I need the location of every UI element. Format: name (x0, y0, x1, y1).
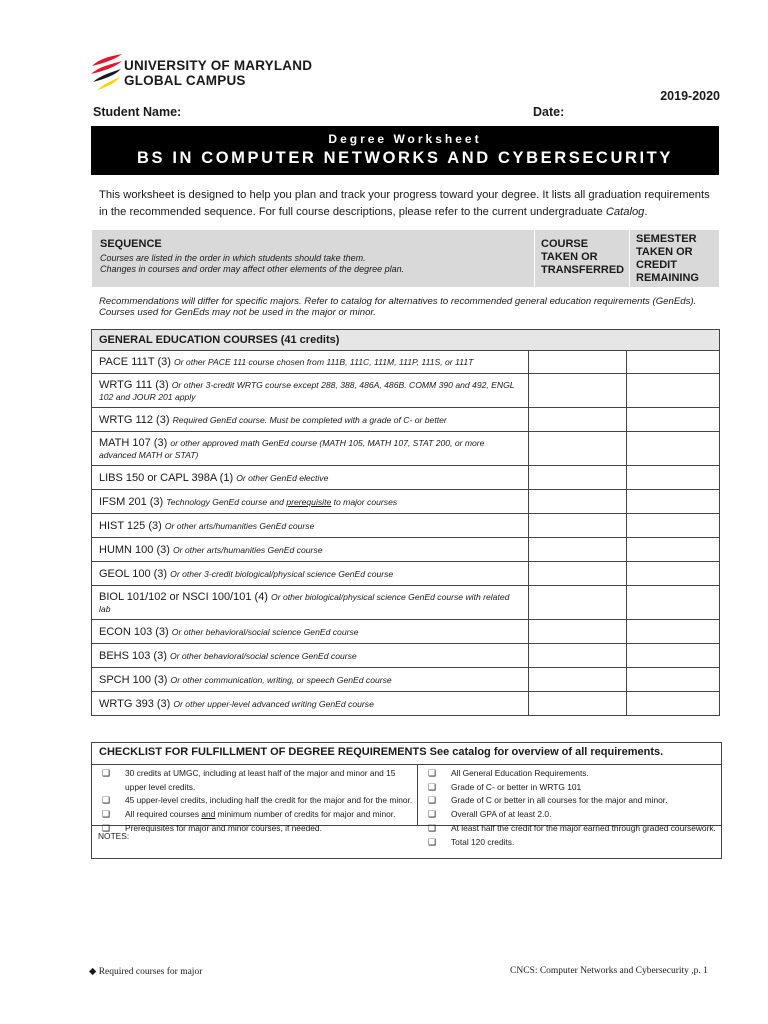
course-note: Or other communication, writing, or speech GenEd course (170, 674, 392, 685)
course-code: WRTG 111 (3) (99, 378, 169, 391)
footer-legend: Required courses for major (98, 967, 203, 977)
intro-paragraph (99, 187, 719, 220)
course-code: HIST 125 (3) (99, 519, 162, 532)
checklist-item-text: Grade of C- or better in WRTG 101 (451, 781, 582, 792)
course-cell (92, 374, 529, 408)
course-taken-field[interactable] (529, 538, 627, 562)
checklist-left-column (92, 765, 418, 833)
course-taken-field[interactable] (529, 490, 627, 514)
sequence-note-1: Courses are listed in the order in which students should take them. (100, 253, 366, 263)
checklist-item (102, 822, 417, 836)
course-taken-field[interactable] (529, 586, 627, 620)
checklist-heading-note: See catalog for overview of all requirements. (429, 746, 664, 758)
checkbox-icon[interactable]: ❑ (102, 822, 111, 833)
table-row (92, 408, 720, 432)
footer-right: CNCS: Computer Networks and Cybersecurity ,p. 1 (510, 966, 708, 976)
checklist-item-text: Grade of C or better in all courses for the major and minor. (451, 795, 668, 806)
course-note: Or other upper-level advanced writing GenEd course (173, 698, 374, 709)
course-note: Or other behavioral/social science GenEd course (169, 650, 357, 661)
table-row (92, 538, 720, 562)
degree-checklist (91, 742, 722, 859)
logo-line-1: UNIVERSITY OF MARYLAND (124, 58, 313, 73)
semester-taken-field[interactable] (627, 692, 720, 716)
checklist-item-text: 45 upper-level credits, including half the credit for the major and for the minor. (125, 795, 413, 806)
course-cell (92, 644, 529, 668)
sequence-heading: SEQUENCE (100, 238, 162, 250)
course-note: Or other 3-credit WRTG course except 288, 388, 486A, 486B. COMM 390 and 492, ENGL 102 and JOUR 201 apply (99, 379, 515, 402)
checklist-item (428, 767, 721, 781)
semester-taken-field[interactable] (627, 514, 720, 538)
course-cell (92, 562, 529, 586)
course-taken-field[interactable] (529, 351, 627, 374)
course-code: WRTG 112 (3) (99, 413, 170, 426)
course-note-underlined: prerequisite (286, 496, 332, 507)
checkbox-icon[interactable]: ❑ (102, 795, 111, 806)
course-note: Or other behavioral/social science GenEd course (171, 626, 359, 637)
course-note-post: to major courses (331, 496, 398, 507)
checklist-right-column (418, 765, 721, 847)
semester-taken-field[interactable] (627, 644, 720, 668)
table-row (92, 692, 720, 716)
semester-taken-field[interactable] (627, 432, 720, 466)
course-taken-field[interactable] (529, 692, 627, 716)
university-logo-text (124, 58, 312, 88)
course-taken-field[interactable] (529, 514, 627, 538)
notes-label: NOTES: (98, 831, 130, 841)
course-cell (92, 408, 529, 432)
banner-subtitle: Degree Worksheet (328, 132, 482, 146)
checklist-item (428, 836, 721, 850)
checklist-header (92, 743, 721, 765)
course-note: or other approved math GenEd course (MATH 105, MATH 107, STAT 200, or more advanced MATH or STAT) (99, 437, 485, 460)
course-note: Or other arts/humanities GenEd course (172, 544, 323, 555)
course-taken-field[interactable] (529, 408, 627, 432)
course-taken-field[interactable] (529, 668, 627, 692)
table-row (92, 586, 720, 620)
checklist-item-text: Prerequisites for major and minor courses, if needed. (125, 822, 322, 833)
course-taken-field[interactable] (529, 620, 627, 644)
title-banner (91, 126, 719, 175)
table-row (92, 644, 720, 668)
checklist-item-text: 30 credits at UMGC, including at least half of the major and minor and 15 upper level credits. (125, 768, 396, 792)
checkbox-icon[interactable]: ❑ (428, 781, 437, 792)
recommendation-note: Recommendations will differ for specific majors. Refer to catalog for alternatives to recommended general education requirements (GenEds). Courses used for GenEds may not be used in the major or minor. (99, 296, 697, 318)
course-taken-field[interactable] (529, 562, 627, 586)
checklist-item (428, 781, 721, 795)
table-row (92, 490, 720, 514)
semester-taken-field[interactable] (627, 408, 720, 432)
semester-taken-field[interactable] (627, 466, 720, 490)
checklist-item-text: Overall GPA of at least 2.0. (451, 809, 552, 820)
course-taken-header: COURSE TAKEN OR TRANSFERRED (535, 230, 630, 288)
semester-taken-field[interactable] (627, 620, 720, 644)
semester-taken-field[interactable] (627, 538, 720, 562)
sequence-header (91, 229, 720, 288)
course-taken-field[interactable] (529, 432, 627, 466)
academic-year: 2019-2020 (660, 89, 720, 103)
student-name-label: Student Name: (93, 105, 182, 119)
course-cell (92, 432, 529, 466)
intro-catalog: Catalog (605, 205, 645, 218)
semester-taken-field[interactable] (627, 668, 720, 692)
course-code: LIBS 150 or CAPL 398A (1) (99, 471, 234, 484)
semester-taken-header: SEMESTER TAKEN OR CREDIT REMAINING (630, 230, 720, 288)
course-cell (92, 620, 529, 644)
course-note: Or other PACE 111 course chosen from 111B, 111C, 111M, 111P, 111S, or 111T (174, 357, 474, 367)
course-cell (92, 692, 529, 716)
checklist-item (428, 794, 721, 808)
course-note: Required GenEd course. Must be completed with a grade of C- or better (172, 414, 447, 425)
checklist-item (102, 794, 417, 808)
checklist-item-text: All General Education Requirements. (451, 768, 589, 778)
table-row (92, 351, 720, 374)
sequence-note-2: Changes in courses and order may affect other elements of the degree plan. (100, 264, 405, 274)
course-cell (92, 668, 529, 692)
checklist-item-text: At least half the credit for the major earned through graded coursework. (451, 822, 716, 833)
table-row (92, 514, 720, 538)
intro-end: . (644, 205, 648, 218)
course-code: ECON 103 (3) (99, 625, 169, 638)
page-title: BS IN COMPUTER NETWORKS AND CYBERSECURITY (137, 149, 673, 167)
table-row (92, 466, 720, 490)
course-note (166, 497, 397, 507)
logo-line-2: GLOBAL CAMPUS (124, 73, 246, 88)
course-code: PACE 111T (3) (99, 356, 171, 368)
checklist-text-pre: All required courses (125, 809, 202, 820)
gen-ed-table (91, 329, 720, 716)
course-cell (92, 586, 529, 620)
semester-taken-field[interactable] (627, 490, 720, 514)
course-note-pre: Technology GenEd course and (166, 496, 287, 507)
checklist-heading: CHECKLIST FOR FULFILLMENT OF DEGREE REQUIREMENTS (99, 746, 427, 758)
course-code: BIOL 101/102 or NSCI 100/101 (4) (99, 590, 268, 603)
course-code: HUMN 100 (3) (99, 543, 170, 556)
diamond-icon: ◆ (89, 967, 97, 977)
checklist-item-text: Total 120 credits. (451, 836, 515, 847)
course-code: WRTG 393 (3) (99, 697, 171, 710)
checkbox-icon[interactable]: ❑ (102, 768, 111, 778)
course-note: Or other GenEd elective (236, 472, 329, 483)
semester-taken-field[interactable] (627, 374, 720, 408)
course-code: IFSM 201 (3) (99, 495, 164, 508)
course-cell (92, 514, 529, 538)
checklist-text-underlined: and (201, 809, 216, 820)
footer-left (89, 966, 202, 977)
checklist-item (428, 822, 721, 836)
sequence-cell (92, 230, 535, 288)
umgc-logo-icon (88, 52, 124, 94)
semester-taken-field[interactable] (627, 586, 720, 620)
course-cell (92, 490, 529, 514)
course-taken-field[interactable] (529, 466, 627, 490)
semester-taken-field[interactable] (627, 351, 720, 374)
checklist-item-text (115, 808, 395, 822)
course-taken-field[interactable] (529, 374, 627, 408)
course-note: Or other biological/physical science GenEd course with related lab (99, 591, 510, 614)
checklist-item (102, 767, 417, 794)
course-cell (92, 538, 529, 562)
table-row (92, 432, 720, 466)
semester-taken-field[interactable] (627, 562, 720, 586)
course-note: Or other arts/humanities GenEd course (164, 520, 315, 531)
course-code: GEOL 100 (3) (99, 567, 168, 580)
gen-ed-heading: GENERAL EDUCATION COURSES (41 credits) (92, 330, 720, 351)
table-row (92, 668, 720, 692)
checkbox-icon[interactable]: ❑ (428, 768, 437, 778)
course-cell (92, 351, 529, 374)
course-code: MATH 107 (3) (99, 436, 168, 449)
table-row (92, 620, 720, 644)
checkbox-icon[interactable]: ❑ (428, 822, 437, 833)
checklist-text-post: minimum number of credits for major and minor. (215, 809, 396, 820)
course-note: Or other 3-credit biological/physical science GenEd course (170, 568, 394, 579)
checkbox-icon[interactable]: ❑ (428, 836, 437, 847)
checklist-item (428, 808, 721, 822)
table-row (92, 374, 720, 408)
course-cell (92, 466, 529, 490)
intro-text: This worksheet is designed to help you plan and track your progress toward your degree. It lists all graduation requirements in the recommended sequence. For full course descriptions, please refer to the current undergraduate (99, 189, 710, 218)
table-row (92, 562, 720, 586)
course-code: SPCH 100 (3) (99, 673, 168, 686)
course-taken-field[interactable] (529, 644, 627, 668)
checkbox-icon[interactable]: ❑ (428, 809, 437, 820)
checkbox-icon[interactable]: ❑ (102, 809, 111, 820)
course-code: BEHS 103 (3) (99, 649, 167, 662)
checkbox-icon[interactable]: ❑ (428, 795, 437, 806)
checklist-item (102, 808, 417, 822)
date-label: Date: (533, 105, 565, 119)
